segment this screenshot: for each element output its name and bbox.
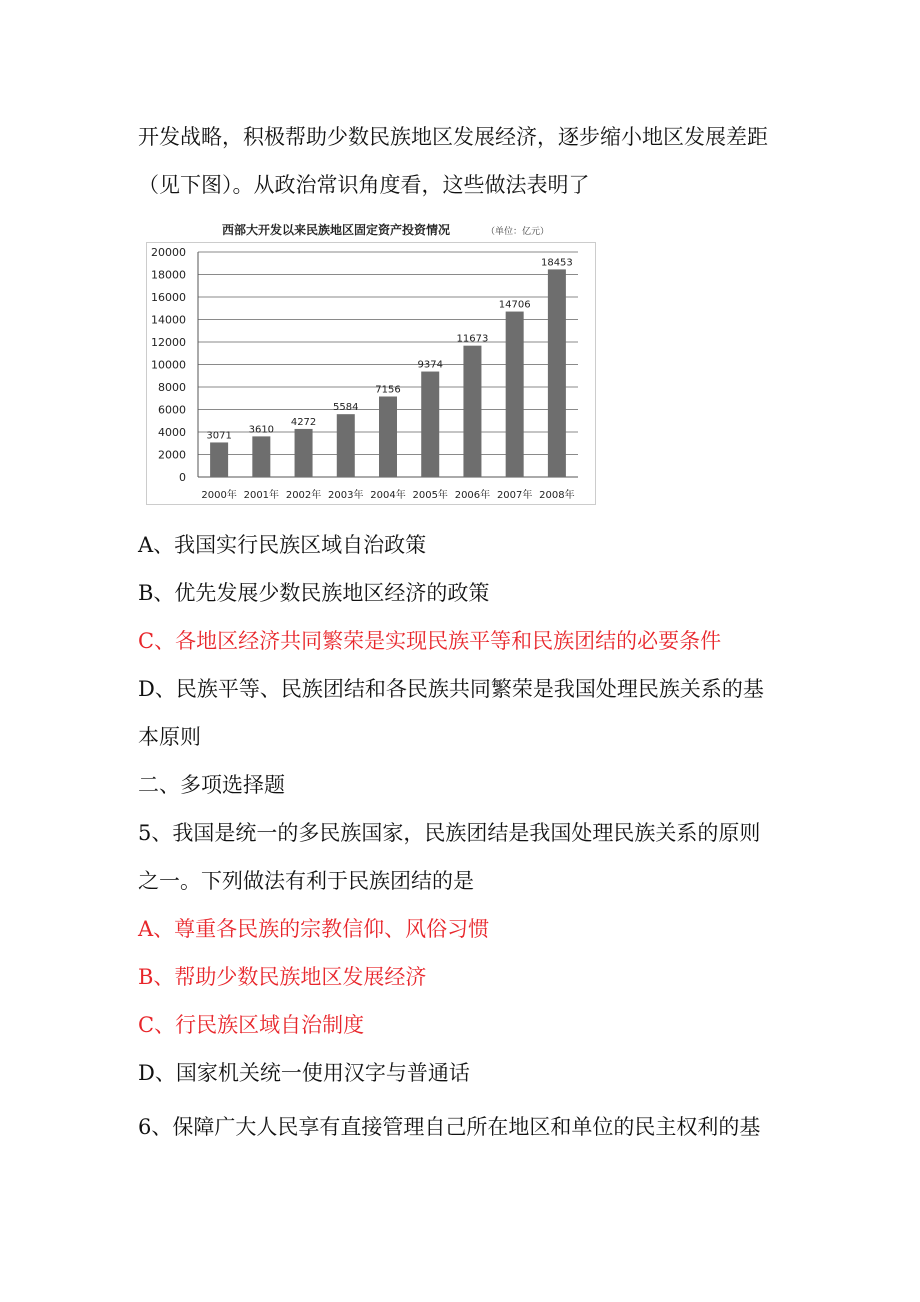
y-tick-label: 14000 bbox=[151, 313, 186, 327]
text-line: D、民族平等、民族团结和各民族共同繁荣是我国处理民族关系的基 bbox=[138, 677, 764, 701]
text-line: A、我国实行民族区域自治政策 bbox=[138, 533, 427, 557]
y-tick-label: 20000 bbox=[151, 246, 186, 259]
bar-data-label: 3610 bbox=[248, 424, 275, 436]
bar bbox=[295, 429, 313, 477]
text-line: D、国家机关统一使用汉字与普通话 bbox=[138, 1061, 470, 1085]
bar-data-label: 9374 bbox=[417, 359, 443, 371]
bar bbox=[421, 372, 439, 477]
x-tick-label: 2003年 bbox=[328, 490, 364, 501]
x-tick-label: 2000年 bbox=[201, 490, 237, 501]
y-tick-label: 16000 bbox=[151, 291, 186, 304]
y-tick-label: 2000 bbox=[158, 448, 186, 462]
text-line: 5、我国是统一的多民族国家，民族团结是我国处理民族关系的原则 bbox=[138, 821, 761, 845]
bar bbox=[379, 396, 397, 477]
text-line: 之一。下列做法有利于民族团结的是 bbox=[138, 869, 474, 893]
bar-data-label: 4272 bbox=[290, 416, 317, 428]
bar bbox=[337, 414, 355, 477]
bar bbox=[548, 269, 566, 477]
x-tick-label: 2001年 bbox=[243, 490, 280, 501]
answer-line: C、行民族区域自治制度 bbox=[138, 1013, 365, 1037]
bar bbox=[506, 312, 524, 477]
chart-unit-note: （单位：亿元） bbox=[486, 227, 550, 237]
answer-line: C、各地区经济共同繁荣是实现民族平等和民族团结的必要条件 bbox=[138, 629, 722, 653]
bar-data-label: 14706 bbox=[498, 299, 531, 311]
bar-data-label: 11673 bbox=[456, 333, 489, 345]
x-tick-label: 2008年 bbox=[539, 490, 575, 501]
y-tick-label: 4000 bbox=[158, 426, 186, 439]
bar bbox=[210, 442, 228, 477]
text-line: （见下图）。从政治常识角度看，这些做法表明了 bbox=[138, 173, 590, 197]
x-tick-label: 2004年 bbox=[370, 490, 406, 501]
y-tick-label: 6000 bbox=[158, 403, 186, 417]
y-tick-label: 18000 bbox=[151, 268, 186, 282]
y-tick-label: 12000 bbox=[151, 336, 186, 349]
bar-data-label: 5584 bbox=[333, 402, 359, 414]
investment-bar-chart bbox=[146, 212, 596, 514]
text-line: 6、保障广大人民享有直接管理自己所在地区和单位的民主权利的基 bbox=[138, 1115, 761, 1139]
bar-data-label: 7156 bbox=[375, 384, 401, 396]
bar-data-label: 18453 bbox=[540, 257, 573, 269]
chart-title: 西部大开发以来民族地区固定资产投资情况 bbox=[222, 223, 451, 237]
x-tick-label: 2002年 bbox=[285, 490, 322, 501]
x-tick-label: 2007年 bbox=[496, 490, 533, 501]
text-line: B、优先发展少数民族地区经济的政策 bbox=[138, 581, 490, 605]
text-line: 本原则 bbox=[138, 725, 201, 749]
text-line: 二、多项选择题 bbox=[138, 773, 285, 797]
bar bbox=[252, 436, 270, 477]
y-tick-label: 10000 bbox=[151, 358, 186, 372]
bar bbox=[463, 346, 481, 477]
text-line: 开发战略，积极帮助少数民族地区发展经济，逐步缩小地区发展差距 bbox=[138, 125, 768, 149]
y-tick-label: 0 bbox=[179, 471, 186, 484]
x-tick-label: 2006年 bbox=[454, 490, 491, 501]
bar-data-label: 3071 bbox=[206, 430, 232, 442]
answer-line: A、尊重各民族的宗教信仰、风俗习惯 bbox=[138, 917, 490, 941]
answer-line: B、帮助少数民族地区发展经济 bbox=[138, 965, 427, 989]
x-tick-label: 2005年 bbox=[412, 490, 448, 501]
y-tick-label: 8000 bbox=[158, 381, 186, 394]
